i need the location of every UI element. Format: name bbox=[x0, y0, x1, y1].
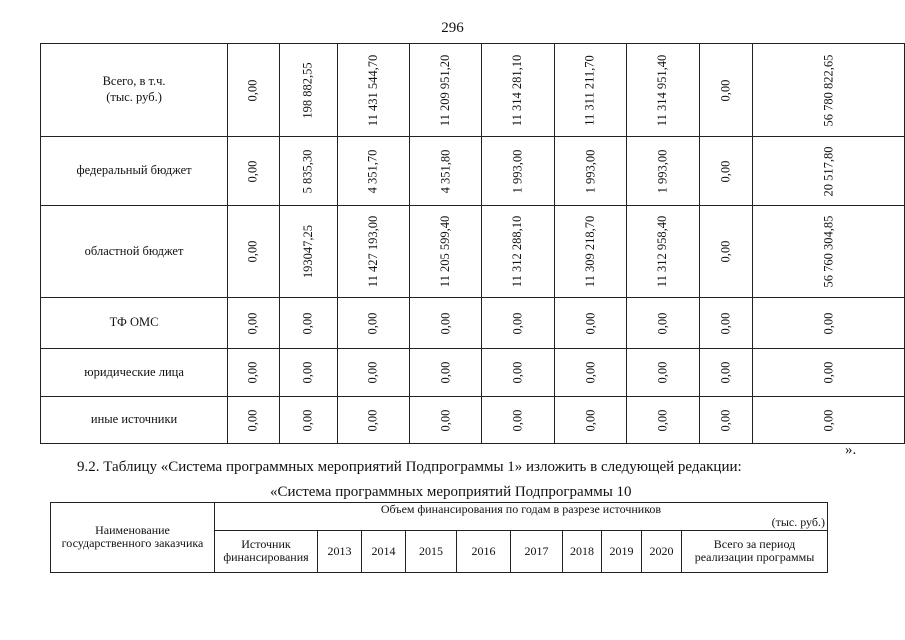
units-label: (тыс. руб.) bbox=[215, 516, 828, 530]
value-text: 11 314 281,10 bbox=[510, 54, 525, 126]
value-text: 0,00 bbox=[245, 409, 260, 431]
value-cell bbox=[554, 206, 626, 298]
value-cell bbox=[753, 137, 905, 206]
value-text: 0,00 bbox=[300, 312, 315, 334]
value-cell bbox=[753, 206, 905, 298]
value-text: 0,00 bbox=[300, 361, 315, 384]
value-cell bbox=[753, 397, 905, 444]
total-header: Всего за период реализации программы bbox=[682, 530, 828, 572]
value-text: 0,00 bbox=[245, 79, 260, 101]
value-text: 0,00 bbox=[583, 409, 598, 431]
value-cell bbox=[482, 137, 554, 206]
value-cell bbox=[279, 349, 337, 397]
value-cell bbox=[337, 298, 409, 349]
value-cell bbox=[482, 44, 554, 137]
value-cell bbox=[279, 298, 337, 349]
value-cell bbox=[228, 349, 280, 397]
value-text: 0,00 bbox=[510, 312, 525, 334]
value-text: 0,00 bbox=[583, 312, 598, 334]
value-text: 11 427 193,00 bbox=[365, 215, 380, 288]
value-text: 0,00 bbox=[655, 409, 670, 431]
value-cell bbox=[699, 349, 753, 397]
value-cell bbox=[627, 397, 699, 444]
value-text: 0,00 bbox=[245, 240, 260, 263]
value-text: 0,00 bbox=[245, 361, 260, 384]
value-text: 0,00 bbox=[821, 312, 836, 334]
row-label: иные источники bbox=[41, 397, 228, 444]
row-legal-entities bbox=[41, 349, 905, 397]
row-other-sources bbox=[41, 397, 905, 444]
value-text: 20 517,80 bbox=[821, 146, 836, 196]
value-cell bbox=[228, 44, 280, 137]
value-cell bbox=[554, 137, 626, 206]
value-text: 0,00 bbox=[438, 361, 453, 384]
value-cell bbox=[554, 298, 626, 349]
table-subtitle: «Система программных мероприятий Подпрограммы 10 bbox=[270, 484, 632, 500]
value-cell bbox=[279, 44, 337, 137]
value-text: 4 351,70 bbox=[365, 149, 380, 193]
value-cell bbox=[482, 397, 554, 444]
value-text: 0,00 bbox=[365, 409, 380, 431]
year-header: 2020 bbox=[642, 530, 682, 572]
value-text: 0,00 bbox=[583, 361, 598, 384]
row-label: областной бюджет bbox=[41, 206, 228, 298]
customer-header: Наименование государственного заказчика bbox=[51, 503, 215, 573]
value-cell bbox=[228, 298, 280, 349]
value-text: 11 311 211,70 bbox=[583, 54, 598, 126]
year-header: 2013 bbox=[318, 530, 362, 572]
row-tf-oms bbox=[41, 298, 905, 349]
value-cell bbox=[410, 349, 482, 397]
row-label: Всего, в т.ч. (тыс. руб.) bbox=[41, 44, 228, 137]
funding-table bbox=[40, 43, 905, 444]
row-total bbox=[41, 44, 905, 137]
value-cell bbox=[699, 206, 753, 298]
value-cell bbox=[627, 349, 699, 397]
row-label: юридические лица bbox=[41, 349, 228, 397]
value-text: 11 309 218,70 bbox=[583, 215, 598, 288]
year-header: 2016 bbox=[457, 530, 511, 572]
value-text: 4 351,80 bbox=[438, 149, 453, 193]
value-cell bbox=[627, 298, 699, 349]
value-text: 0,00 bbox=[655, 312, 670, 334]
value-cell bbox=[410, 298, 482, 349]
value-cell bbox=[753, 349, 905, 397]
value-text: 0,00 bbox=[718, 312, 733, 334]
year-header: 2018 bbox=[563, 530, 602, 572]
value-text: 11 431 544,70 bbox=[365, 54, 380, 126]
value-cell bbox=[337, 349, 409, 397]
year-header: 2019 bbox=[602, 530, 642, 572]
value-text: 0,00 bbox=[718, 160, 733, 182]
value-text: 0,00 bbox=[510, 361, 525, 384]
value-cell bbox=[699, 44, 753, 137]
value-cell bbox=[337, 44, 409, 137]
value-text: 0,00 bbox=[245, 312, 260, 334]
value-text: 11 209 951,20 bbox=[438, 54, 453, 126]
year-header: 2015 bbox=[406, 530, 457, 572]
value-text: 0,00 bbox=[718, 409, 733, 431]
value-cell bbox=[279, 206, 337, 298]
value-text: 0,00 bbox=[245, 160, 260, 182]
value-cell bbox=[228, 206, 280, 298]
value-cell bbox=[482, 298, 554, 349]
value-cell bbox=[699, 397, 753, 444]
value-text: 0,00 bbox=[821, 361, 836, 384]
value-text: 56 780 822,65 bbox=[821, 54, 836, 126]
value-cell bbox=[699, 137, 753, 206]
value-text: 1 993,00 bbox=[655, 149, 670, 193]
value-text: 5 835,30 bbox=[300, 149, 315, 193]
value-text: 0,00 bbox=[365, 361, 380, 384]
value-text: 56 760 304,85 bbox=[821, 215, 836, 288]
value-cell bbox=[410, 137, 482, 206]
value-cell bbox=[554, 44, 626, 137]
value-text: 0,00 bbox=[718, 79, 733, 101]
value-cell bbox=[627, 137, 699, 206]
value-cell bbox=[410, 397, 482, 444]
year-header: 2014 bbox=[362, 530, 406, 572]
value-cell bbox=[753, 298, 905, 349]
value-cell bbox=[337, 137, 409, 206]
value-text: 1 993,00 bbox=[583, 149, 598, 193]
value-cell bbox=[753, 44, 905, 137]
value-cell bbox=[482, 206, 554, 298]
value-cell bbox=[228, 397, 280, 444]
row-federal-budget bbox=[41, 137, 905, 206]
value-cell bbox=[337, 206, 409, 298]
value-cell bbox=[627, 206, 699, 298]
value-cell bbox=[337, 397, 409, 444]
value-text: 11 312 288,10 bbox=[510, 215, 525, 288]
value-cell bbox=[699, 298, 753, 349]
value-text: 0,00 bbox=[718, 240, 733, 263]
row-label: федеральный бюджет bbox=[41, 137, 228, 206]
value-text: 193047,25 bbox=[300, 224, 315, 279]
value-text: 11 312 958,40 bbox=[655, 215, 670, 288]
value-text: 0,00 bbox=[821, 409, 836, 431]
value-text: 0,00 bbox=[300, 409, 315, 431]
value-text: 0,00 bbox=[438, 409, 453, 431]
value-cell bbox=[554, 349, 626, 397]
value-text: 1 993,00 bbox=[510, 149, 525, 193]
row-label: ТФ ОМС bbox=[41, 298, 228, 349]
value-cell bbox=[279, 137, 337, 206]
year-header: 2017 bbox=[511, 530, 563, 572]
program-measures-table bbox=[50, 502, 828, 573]
closing-quote: ». bbox=[845, 442, 857, 458]
source-header: Источник финансирования bbox=[215, 530, 318, 572]
value-cell bbox=[410, 206, 482, 298]
value-text: 0,00 bbox=[718, 361, 733, 384]
value-cell bbox=[228, 137, 280, 206]
value-cell bbox=[279, 397, 337, 444]
value-text: 11 314 951,40 bbox=[655, 54, 670, 126]
value-cell bbox=[410, 44, 482, 137]
value-text: 198 882,55 bbox=[300, 61, 315, 119]
value-cell bbox=[554, 397, 626, 444]
page-number: 296 bbox=[441, 20, 464, 36]
instruction-text: 9.2. Таблицу «Система программных мероприятий Подпрограммы 1» изложить в следующей редакции: bbox=[77, 459, 742, 475]
value-text: 0,00 bbox=[655, 361, 670, 384]
value-cell bbox=[482, 349, 554, 397]
value-text: 0,00 bbox=[510, 409, 525, 431]
funding-header: Объем финансирования по годам в разрезе источников bbox=[215, 503, 828, 517]
value-cell bbox=[627, 44, 699, 137]
value-text: 11 205 599,40 bbox=[438, 215, 453, 288]
row-regional-budget bbox=[41, 206, 905, 298]
value-text: 0,00 bbox=[438, 312, 453, 334]
value-text: 0,00 bbox=[365, 312, 380, 334]
